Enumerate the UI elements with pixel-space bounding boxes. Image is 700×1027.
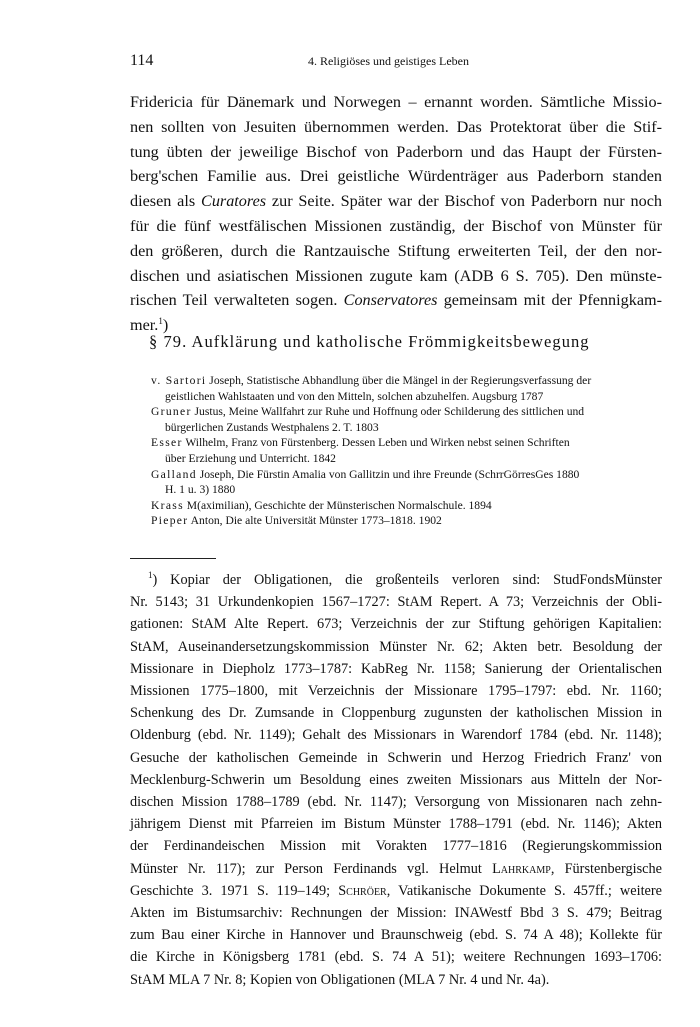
bibliography-entry: [151, 467, 661, 498]
footnote-line: StAM, Auseinandersetzungskommission Münster Nr. 62; Akten betr. Besoldung der: [130, 638, 662, 655]
body-paragraph: [130, 90, 662, 338]
bib-author: Pieper: [151, 514, 189, 528]
body-line: berg'schen Familie aus. Drei geistliche Würdenträger aus Paderborn standen: [130, 167, 662, 186]
running-head: 4. Religiöses und geistiges Leben: [308, 54, 469, 68]
bibliography-list: [151, 373, 661, 529]
italic-term-conservatores: Conservatores: [343, 291, 438, 310]
footnote-marker: 1: [148, 570, 153, 580]
section-heading: § 79. Aufklärung und katholische Frömmigkeitsbewegung: [149, 332, 590, 351]
footnote-line: dischen Mission 1788–1789 (ebd. Nr. 1147); Versorgung von Missionaren nach zehn-: [130, 794, 662, 811]
text-run: ) Kopiar der Obligationen, die großenteils verloren sind: StudFondsMünster: [152, 572, 662, 588]
bib-author: Galland: [151, 467, 197, 481]
bib-text: M(aximilian), Geschichte der Münsterischen Normalschule. 1894: [183, 498, 492, 512]
bib-author: Gruner: [151, 405, 192, 419]
body-line: tung übten der jeweilige Bischof von Paderborn und das Haupt der Fürsten-: [130, 142, 662, 161]
text-run: mer.: [130, 316, 159, 335]
footnote: [130, 569, 662, 991]
bibliography-entry: [151, 404, 661, 435]
page-number: 114: [130, 52, 154, 69]
body-line: dischen und asiatischen Missionen zugute kam (ADB 6 S. 705). Den münste-: [130, 266, 662, 285]
bib-continuation: bürgerlichen Zustands Westphalens 2. T. 1803: [165, 420, 379, 434]
footnote-line: Akten im Bistumsarchiv: Rechnungen der Mission: INAWestf Bbd 3 S. 479; Beitrag: [130, 905, 662, 922]
footnote-line: Oldenburg (ebd. Nr. 1149); Gehalt des Missionars in Warendorf 1784 (ebd. Nr. 1148);: [130, 727, 662, 744]
footnote-line: StAM MLA 7 Nr. 8; Kopien von Obligationen (MLA 7 Nr. 4 und Nr. 4a).: [130, 971, 550, 988]
footnote-line: Nr. 5143; 31 Urkundenkopien 1567–1727: StAM Repert. A 73; Verzeichnis der Obli-: [130, 594, 662, 611]
text-run: Münster Nr. 117); zur Person Ferdinands vgl. Helmut: [130, 860, 493, 877]
footnote-divider: [130, 558, 216, 559]
page-header: [130, 52, 662, 72]
footnote-line: jährigem Dienst mit Pfarreien im Bistum Münster 1788–1791 (ebd. Nr. 1146); Akten: [130, 816, 662, 833]
footnote-line: gationen: StAM Alte Repert. 673; Verzeichnis der zur Stiftung gehörigen Kapitalien:: [130, 616, 662, 633]
author-name-lahrkamp: Lahrkamp: [492, 860, 551, 877]
body-line: nen sollten von Jesuiten übernommen werden. Das Protektorat über die Stif-: [130, 117, 662, 136]
footnote-line: [130, 569, 662, 591]
text-run: gemeinsam mit der Pfennigkam-: [437, 291, 662, 310]
body-line: für die fünf westfälischen Missionen zuständig, der Bischof von Münster für: [130, 216, 662, 235]
bib-text: Justus, Meine Wallfahrt zur Ruhe und Hoffnung oder Schilderung des sittlichen und: [191, 405, 585, 419]
body-line: [130, 189, 662, 214]
footnote-line: [130, 880, 662, 902]
footnote-line: Missionen 1775–1800, mit Verzeichnis der Missionare 1795–1797: ebd. Nr. 1160;: [130, 683, 662, 700]
bibliography-entry: [151, 435, 661, 466]
text-run: Geschichte 3. 1971 S. 119–149;: [130, 882, 339, 899]
text-run: zur Seite. Später war der Bischof von Paderborn nur noch: [266, 192, 662, 211]
footnote-line: Schenkung des Dr. Zumsande in Cloppenburg zugunsten der katholischen Mission in: [130, 705, 662, 722]
bib-text: Joseph, Die Fürstin Amalia von Gallitzin und ihre Freunde (SchrrGörresGes 1880: [196, 467, 580, 481]
body-line: Fridericia für Dänemark und Norwegen – ernannt worden. Sämtliche Missio-: [130, 93, 662, 111]
footnote-line: die Kirche in Königsberg 1781 (ebd. S. 74 A 51); weitere Rechnungen 1693–1706:: [130, 949, 662, 966]
footnote-line: [130, 858, 662, 880]
text-run: , Vatikanische Dokumente S. 457ff.; weitere: [386, 882, 662, 899]
footnote-line: Mecklenburg-Schwerin um Besoldung eines zweiten Missionars aus Mitteln der Nor-: [130, 771, 662, 788]
bib-author: Esser: [151, 436, 183, 450]
bib-author: Krass: [151, 498, 184, 512]
text-run: , Fürstenbergische: [550, 860, 662, 877]
bib-continuation: über Erziehung und Unterricht. 1842: [165, 451, 336, 465]
bib-text: Anton, Die alte Universität Münster 1773–1818. 1902: [188, 514, 442, 528]
text-run: diesen als: [130, 192, 202, 211]
footnote-line: Gesuche der katholischen Gemeinde in Schwerin und Herzog Friedrich Franz' von: [130, 749, 662, 766]
bibliography-entry: [151, 498, 661, 514]
body-line: [130, 288, 662, 313]
footnote-line: der Ferdinandeischen Mission mit Vorakten 1777–1816 (Regierungskommission: [130, 838, 662, 855]
bibliography-entry: [151, 373, 661, 404]
text-run: ): [162, 316, 169, 335]
body-line: den größeren, durch die Rantzauische Stiftung erweiterten Teil, der den nor-: [130, 241, 662, 260]
footnote-reference: 1: [158, 316, 163, 327]
bib-text: Joseph, Statistische Abhandlung über die Mängel in der Regierungsverfassung der: [206, 374, 592, 387]
footnote-line: zum Bau einer Kirche in Hannover und Braunschweig (ebd. S. 74 A 48); Kollekte für: [130, 927, 662, 944]
author-name-schroer: Schröer: [338, 882, 387, 899]
text-run: rischen Teil verwalteten sogen.: [130, 291, 344, 310]
bibliography-entry: [151, 513, 661, 529]
footnote-line: Missionare in Diepholz 1773–1787: KabReg Nr. 1158; Sanierung der Orientalischen: [130, 660, 662, 677]
bib-author: v. Sartori: [151, 374, 207, 387]
bib-text: Wilhelm, Franz von Fürstenberg. Dessen Leben und Wirken nebst seinen Schriften: [182, 436, 570, 450]
bib-continuation: H. 1 u. 3) 1880: [165, 483, 236, 497]
italic-term-curatores: Curatores: [201, 192, 267, 211]
bib-continuation: geistlichen Wahlstaaten und von den Mitteln, solchen abzuhelfen. Augsburg 1787: [165, 389, 544, 403]
